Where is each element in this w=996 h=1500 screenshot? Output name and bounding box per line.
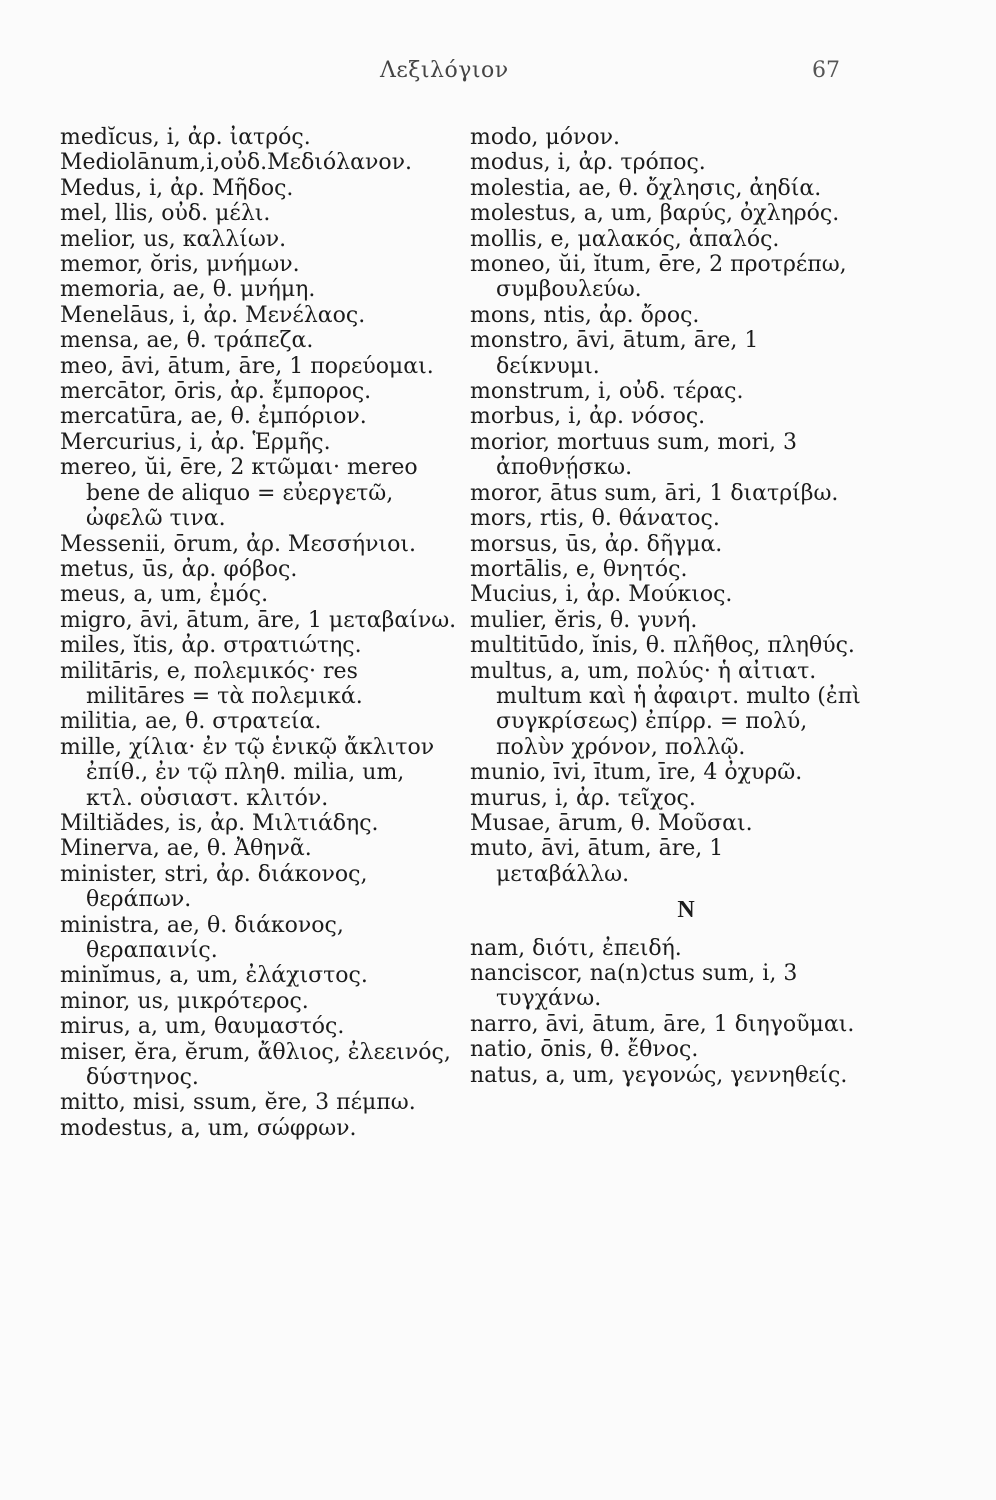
dictionary-entry: miser, ĕra, ĕrum, ἄθλιος, ἐλεεινός, δύστηνος. [60,1039,451,1091]
dictionary-entry: Mercurius, i, ἀρ. Ἑρμῆς. [60,429,331,455]
running-title: Λεξιλόγιον [380,58,509,83]
dictionary-entry: multus, a, um, πολύς· ἡ αἰτιατ. multum καὶ ἡ ἀφαιρτ. multo (ἐπὶ συγκρίσεως) ἐπίρρ. = πολύ, πολὺν χρόνον, πολλῷ. [470,658,861,760]
dictionary-entry: monstro, āvi, ātum, āre, 1 δείκνυμι. [470,328,759,379]
dictionary-entry: mollis, e, μαλακός, ἁπαλός. [470,226,780,252]
dictionary-entry: monstrum, i, οὐδ. τέρας. [470,379,744,405]
dictionary-entry: multitūdo, ĭnis, θ. πλῆθος, πληθύς. [470,633,855,659]
dictionary-entry: militia, ae, θ. στρατεία. [60,709,322,735]
dictionary-entry: mel, llis, οὐδ. μέλι. [60,201,271,227]
dictionary-entry: miles, ĭtis, ἀρ. στρατιώτης. [60,633,362,659]
dictionary-entry: molestus, a, um, βαρύς, ὀχληρός. [470,201,840,227]
dictionary-entry: minor, us, μικρότερος. [60,988,309,1014]
dictionary-entry: Musae, ārum, θ. Μοῦσαι. [470,810,753,836]
dictionary-entry: narro, āvi, ātum, āre, 1 διηγοῦμαι. [470,1011,855,1037]
dictionary-entry: ministra, ae, θ. διάκονος, θεραπαινίς. [60,912,344,963]
dictionary-entry: natus, a, um, γεγονώς, γεννηθείς. [470,1062,848,1088]
dictionary-entry: mercatūra, ae, θ. ἐμπόριον. [60,404,367,430]
dictionary-entry: minĭmus, a, um, ἐλάχιστος. [60,963,368,989]
dictionary-entry: Miltiădes, is, ἀρ. Μιλτιάδης. [60,810,379,836]
right-column [470,125,862,1088]
dictionary-entry: nanciscor, na(n)ctus sum, i, 3 τυγχάνω. [470,961,798,1012]
dictionary-entry: nam, διότι, ἐπειδή. [470,935,682,961]
dictionary-entry: munio, īvi, ītum, īre, 4 ὀχυρῶ. [470,760,803,786]
dictionary-entry: molestia, ae, θ. ὄχλησις, ἀηδία. [470,175,822,201]
dictionary-entry: mulier, ĕris, θ. γυνή. [470,607,698,633]
dictionary-entry: Menelāus, i, ἀρ. Μενέλαος. [60,302,366,328]
dictionary-entry: memoria, ae, θ. μνήμη. [60,277,316,303]
dictionary-entry: Mucius, i, ἀρ. Μούκιος. [470,582,733,608]
dictionary-entry: Minerva, ae, θ. Ἀθηνᾶ. [60,836,312,862]
dictionary-entry: moneo, ŭi, ĭtum, ēre, 2 προτρέπω, συμβουλεύω. [470,252,847,303]
dictionary-entry: modestus, a, um, σώφρων. [60,1115,357,1141]
dictionary-entry: minister, stri, ἀρ. διάκονος, θεράπων. [60,861,368,913]
section-letter-heading: N [677,897,695,924]
dictionary-entry: mirus, a, um, θαυμαστός. [60,1014,345,1040]
dictionary-entry: mors, rtis, θ. θάνατος. [470,506,720,532]
dictionary-entry: Messenii, ōrum, ἀρ. Μεσσήνιοι. [60,531,416,557]
page-number: 67 [812,58,840,83]
dictionary-entry: muto, āvi, ātum, āre, 1 μεταβάλλω. [470,836,724,887]
page-header [0,58,996,94]
dictionary-entry: murus, i, ἀρ. τεῖχος. [470,785,696,811]
dictionary-entry: mille, χίλια· ἐν τῷ ἑνικῷ ἄκλιτον ἐπίθ., ἐν τῷ πληθ. milia, um, κτλ. οὐσιαστ. κλιτόν. [60,734,435,811]
dictionary-entry: morbus, i, ἀρ. νόσος. [470,404,706,430]
dictionary-entry: mitto, misi, ssum, ĕre, 3 πέμπω. [60,1090,416,1116]
dictionary-entry: mortālis, e, θνητός. [470,556,688,582]
dictionary-entry: meus, a, um, ἐμός. [60,582,269,608]
dictionary-entry: metus, ūs, ἀρ. φόβος. [60,556,298,582]
dictionary-entry: Medus, i, ἀρ. Μῆδος. [60,175,294,201]
left-column [60,125,458,1141]
dictionary-entry: modo, μόνον. [470,125,620,150]
dictionary-entry: memor, ŏris, μνήμων. [60,252,300,278]
dictionary-entry: mercātor, ōris, ἀρ. ἔμπορος. [60,379,372,405]
dictionary-entry: Mediolānum,i,οὐδ.Μεδιόλανον. [60,150,412,176]
dictionary-entry: medĭcus, i, ἀρ. ἰατρός. [60,125,311,150]
dictionary-entry: mereo, ŭi, ēre, 2 κτῶμαι· mereo bene de aliquo = εὐεργετῶ, ὠφελῶ τινα. [60,455,418,532]
dictionary-entry: moror, ātus sum, āri, 1 διατρίβω. [470,480,839,506]
dictionary-entry: morsus, ūs, ἀρ. δῆγμα. [470,531,723,557]
dictionary-entry: natio, ōnis, θ. ἔθνος. [470,1037,699,1063]
dictionary-entry: melior, us, καλλίων. [60,226,287,252]
dictionary-entry: mons, ntis, ἀρ. ὄρος. [470,302,700,328]
dictionary-entry: militāris, e, πολεμικός· res militāres = τὰ πολεμικά. [60,658,363,709]
dictionary-entry: migro, āvi, ātum, āre, 1 μεταβαίνω. [60,607,457,633]
dictionary-entry: modus, i, ἀρ. τρόπος. [470,150,706,176]
dictionary-entry: meo, āvi, ātum, āre, 1 πορεύομαι. [60,353,434,379]
dictionary-entry: morior, mortuus sum, mori, 3 ἀποθνῄσκω. [470,429,798,481]
dictionary-entry: mensa, ae, θ. τράπεζα. [60,328,314,354]
